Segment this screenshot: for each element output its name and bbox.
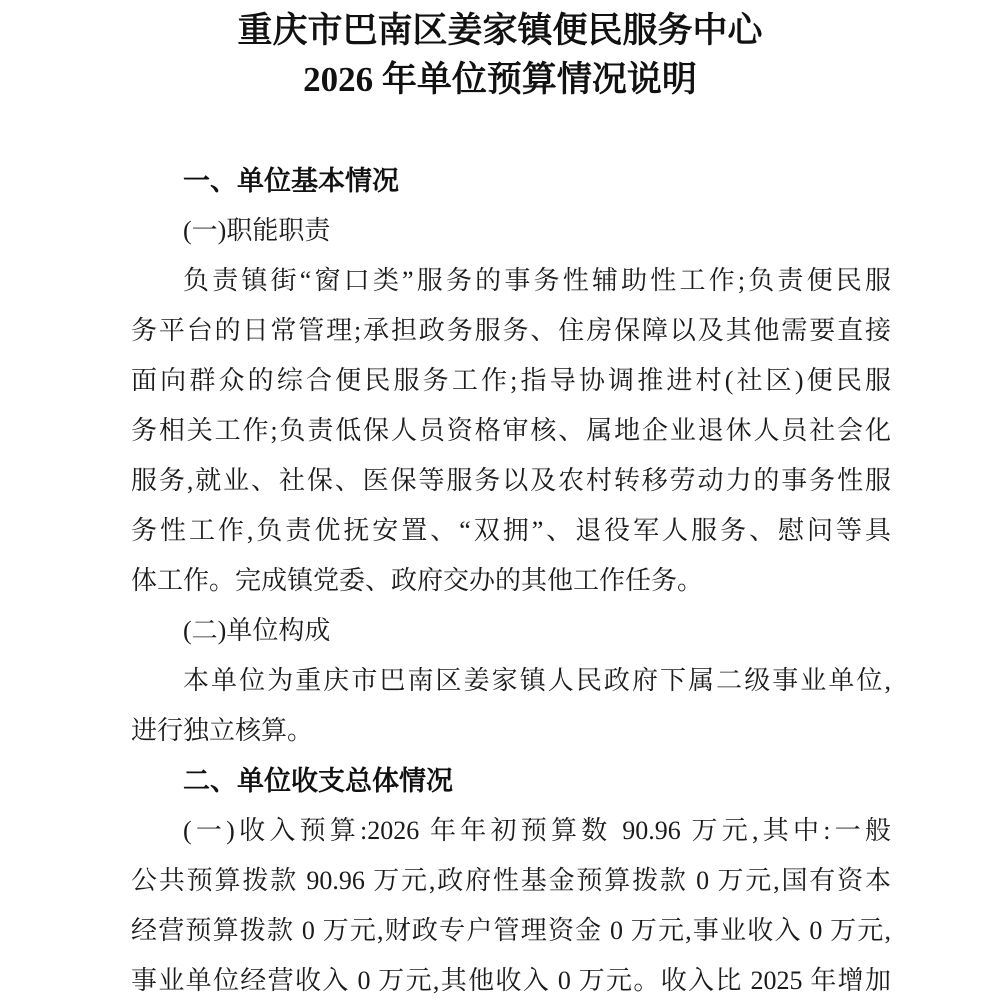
para-3-line-4: 事业单位经营收入 0 万元,其他收入 0 万元。收入比 2025 年增加	[131, 966, 891, 995]
para-1-line-5: 服务,就业、社保、医保等服务以及农村转移劳动力的事务性服	[131, 466, 891, 495]
para-2-line-2: 进行独立核算。	[131, 716, 314, 745]
document-title-line-1: 重庆市巴南区姜家镇便民服务中心	[237, 11, 763, 50]
para-3-line-1: (一)收入预算:2026 年年初预算数 90.96 万元,其中:一般	[183, 816, 891, 845]
section-1-subheading-1: (一)职能职责	[183, 216, 331, 245]
document-title-line-2: 2026 年单位预算情况说明	[303, 60, 697, 99]
para-1-line-6: 务性工作,负责优抚安置、“双拥”、退役军人服务、慰问等具	[131, 516, 891, 545]
section-1-subheading-2: (二)单位构成	[183, 616, 331, 645]
para-1-line-3: 面向群众的综合便民服务工作;指导协调推进村(社区)便民服	[131, 366, 891, 395]
section-2-heading: 二、单位收支总体情况	[183, 766, 453, 796]
para-2-line-1: 本单位为重庆市巴南区姜家镇人民政府下属二级事业单位,	[183, 666, 891, 695]
section-1-heading: 一、单位基本情况	[183, 166, 399, 196]
para-3-line-2: 公共预算拨款 90.96 万元,政府性基金预算拨款 0 万元,国有资本	[131, 866, 891, 895]
para-1-line-4: 务相关工作;负责低保人员资格审核、属地企业退休人员社会化	[131, 416, 891, 445]
document-title	[0, 0, 1000, 104]
para-1-line-7: 体工作。完成镇党委、政府交办的其他工作任务。	[131, 566, 704, 595]
para-3-line-3: 经营预算拨款 0 万元,财政专户管理资金 0 万元,事业收入 0 万元,	[131, 916, 891, 945]
para-1-line-2: 务平台的日常管理;承担政务服务、住房保障以及其他需要直接	[131, 316, 891, 345]
para-1-line-1: 负责镇街“窗口类”服务的事务性辅助性工作;负责便民服	[183, 266, 891, 295]
document-body	[131, 156, 891, 1003]
